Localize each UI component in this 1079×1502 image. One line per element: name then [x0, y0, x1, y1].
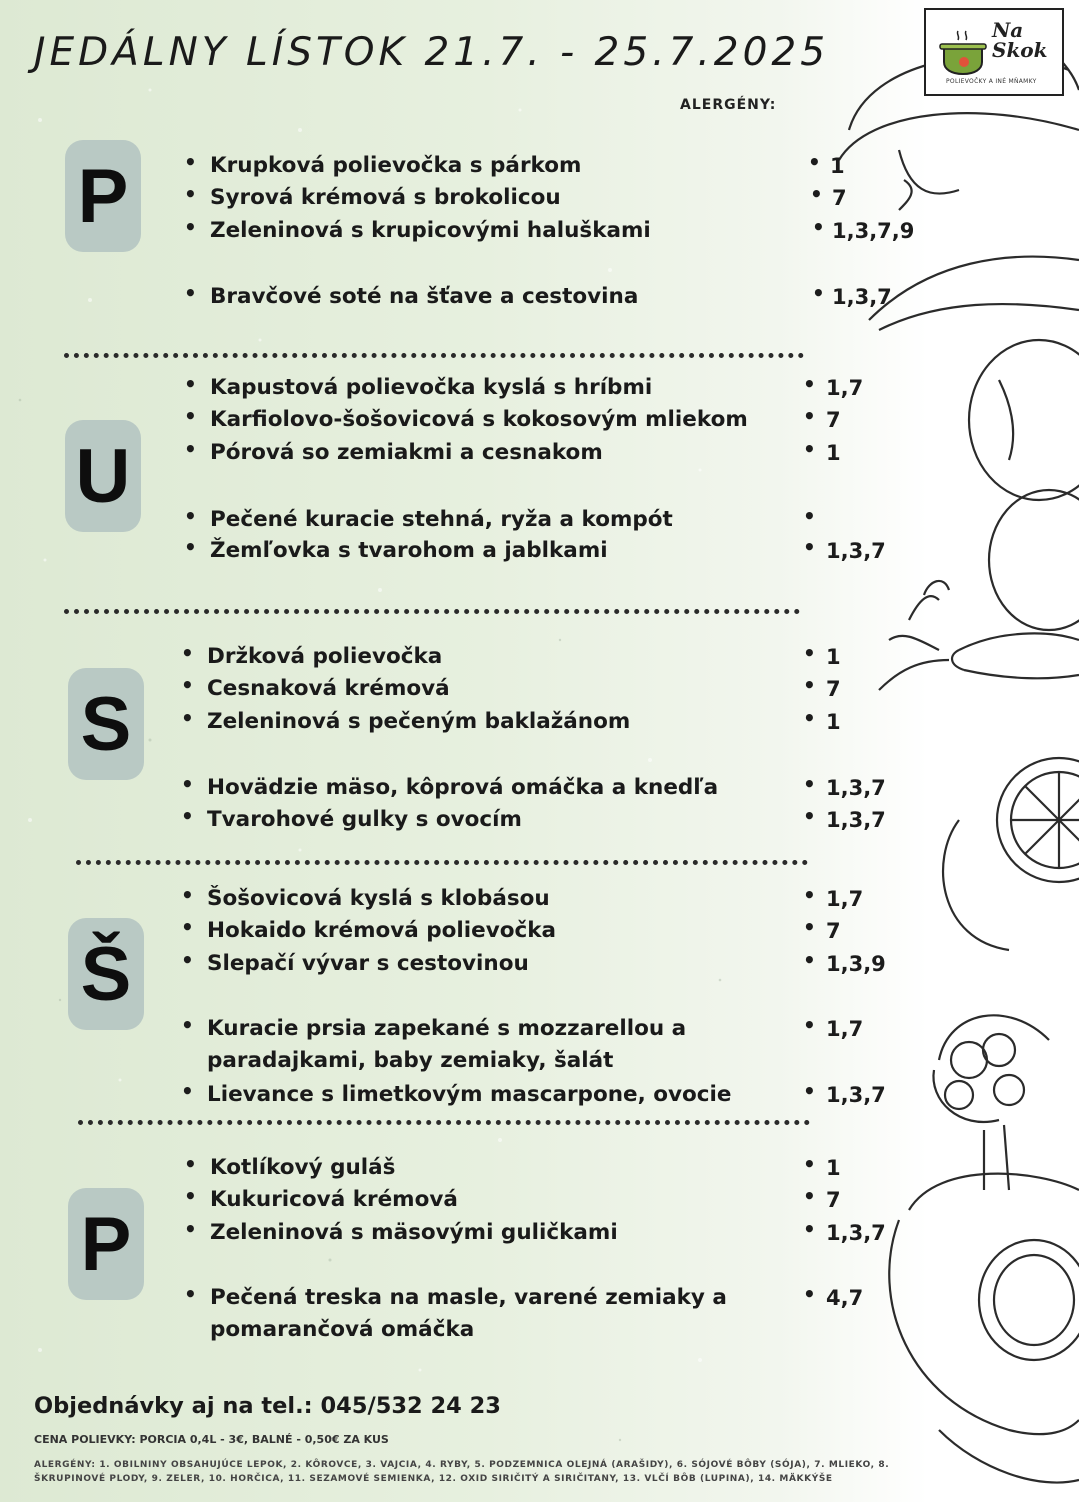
allergen-codes: 4,7	[826, 1286, 864, 1310]
allergen-codes: 1,7	[826, 1017, 864, 1041]
menu-item	[0, 404, 1000, 436]
menu-item	[0, 706, 1000, 738]
main-dish-name: Tvarohové gulky s ovocím	[207, 807, 522, 832]
bullet: •	[184, 372, 197, 396]
menu-item	[0, 215, 1000, 247]
allergen-codes: 1	[826, 645, 841, 669]
allergen-legend: ALERGÉNY: 1. OBILNINY OBSAHUJÚCE LEPOK, 2. KÔROVCE, 3. VAJCIA, 4. RYBY, 5. PODZEMNICA OLEJNÁ (ARAŠIDY), 6. SÓJOVÉ BÔBY (SÓJA), 7. MLIEKO, 8. ŠKRUPINOVÉ PLODY, 9. ZELER, 10. HORČICA, 11. SEZAMOVÉ SEMIENKA, 12. OXID SIRIČITÝ A SIRIČITANY, 13. VLČÍ BÔB (LUPINA), 14. MÄKKÝŠE	[34, 1460, 890, 1484]
bullet: •	[184, 281, 197, 305]
main-dish-name: Bravčové soté na šťave a cestovina	[210, 284, 639, 309]
bullet: •	[803, 1282, 816, 1306]
menu-item	[0, 804, 1000, 836]
allergen-codes: 1,3,9	[826, 952, 886, 976]
bullet: •	[184, 1184, 197, 1208]
allergen-codes: 1	[826, 1156, 841, 1180]
allergen-codes: 7	[826, 1188, 841, 1212]
soup-name: Kukuricová krémová	[210, 1187, 458, 1212]
bullet: •	[803, 504, 816, 528]
bullet: •	[803, 1013, 816, 1037]
logo-tagline: POLIEVOČKY A INÉ MŇAMKY	[946, 78, 1037, 85]
menu-item	[0, 1217, 1000, 1249]
soup-name: Zeleninová s mäsovými guličkami	[210, 1220, 618, 1245]
page-title: JEDÁLNY LÍSTOK 21.7. - 25.7.2025	[34, 30, 830, 75]
main-dish-name: Hovädzie mäso, kôprová omáčka a knedľa	[207, 775, 719, 800]
soup-name: Pórová so zemiakmi a cesnakom	[210, 440, 603, 465]
menu-item	[0, 883, 1000, 915]
bullet: •	[184, 535, 197, 559]
bullet: •	[808, 150, 821, 174]
bullet: •	[184, 1152, 197, 1176]
bullet: •	[803, 883, 816, 907]
bullet: •	[803, 535, 816, 559]
bullet: •	[803, 641, 816, 665]
logo-name-line1: Na	[992, 18, 1024, 42]
allergen-codes: 7	[832, 186, 847, 210]
day-letter: U	[65, 420, 141, 532]
soup-name: Zeleninová s krupicovými haluškami	[210, 218, 651, 243]
menu-item	[0, 281, 1000, 313]
main-dish-name: Žemľovka s tvarohom a jablkami	[210, 538, 608, 563]
soup-name: Syrová krémová s brokolicou	[210, 185, 561, 210]
soup-pot-icon	[938, 30, 990, 76]
allergen-codes: 1,3,7	[826, 1221, 886, 1245]
bullet: •	[803, 804, 816, 828]
allergens-column-header: ALERGÉNY:	[680, 97, 777, 113]
bullet: •	[184, 150, 197, 174]
bullet: •	[803, 706, 816, 730]
menu-item	[0, 372, 1000, 404]
soup-name: Držková polievočka	[207, 644, 443, 669]
bullet: •	[181, 1013, 194, 1037]
main-dish-name: Pečená treska na masle, varené zemiaky a pomarančová omáčka	[210, 1285, 727, 1342]
menu-item	[0, 772, 1000, 804]
logo-name-line2: Skok	[992, 38, 1048, 62]
main-dish-name: Pečené kuracie stehná, ryža a kompót	[210, 507, 673, 532]
day-letter: S	[68, 668, 144, 780]
allergen-codes: 1,7	[826, 376, 864, 400]
bullet: •	[181, 706, 194, 730]
bullet: •	[803, 673, 816, 697]
bullet: •	[803, 1152, 816, 1176]
allergen-codes: 1,7	[826, 887, 864, 911]
bullet: •	[803, 372, 816, 396]
day-letter: Š	[68, 918, 144, 1030]
bullet: •	[181, 883, 194, 907]
bullet: •	[803, 948, 816, 972]
allergen-codes: 7	[826, 408, 841, 432]
soup-price-info: CENA POLIEVKY: PORCIA 0,4L - 3€, BALNÉ - 0,50€ ZA KUS	[34, 1433, 389, 1446]
menu-item	[0, 915, 1000, 947]
menu-item	[0, 1184, 1000, 1216]
section-divider	[64, 353, 804, 358]
section-divider	[78, 1120, 810, 1125]
menu-item	[0, 535, 1000, 567]
bullet: •	[181, 772, 194, 796]
bullet: •	[184, 1217, 197, 1241]
allergen-codes: 1	[826, 710, 841, 734]
bullet: •	[181, 915, 194, 939]
bullet: •	[803, 1079, 816, 1103]
allergen-codes: 1,3,7	[826, 808, 886, 832]
allergen-codes: 1,3,7	[826, 1083, 886, 1107]
bullet: •	[803, 437, 816, 461]
bullet: •	[184, 404, 197, 428]
bullet: •	[181, 1079, 194, 1103]
allergen-codes: 7	[826, 919, 841, 943]
menu-item	[0, 504, 1000, 536]
menu-item	[0, 948, 1000, 980]
menu-item	[0, 1282, 1000, 1346]
section-divider	[76, 860, 808, 865]
bullet: •	[184, 504, 197, 528]
allergen-codes: 1,3,7	[826, 776, 886, 800]
soup-name: Karfiolovo-šošovicová s kokosovým mliekom	[210, 407, 748, 432]
logo-name	[992, 20, 1064, 60]
bullet: •	[803, 772, 816, 796]
menu-item	[0, 182, 1000, 214]
bullet: •	[184, 182, 197, 206]
allergen-codes: 7	[826, 677, 841, 701]
soup-name: Krupková polievočka s párkom	[210, 153, 582, 178]
soup-name: Kapustová polievočka kyslá s hríbmi	[210, 375, 653, 400]
bullet: •	[181, 641, 194, 665]
bullet: •	[803, 1184, 816, 1208]
bullet: •	[812, 281, 825, 305]
soup-name: Zeleninová s pečeným baklažánom	[207, 709, 631, 734]
bullet: •	[812, 215, 825, 239]
menu-item	[0, 641, 1000, 673]
bullet: •	[803, 915, 816, 939]
bullet: •	[803, 404, 816, 428]
allergen-codes: 1	[826, 441, 841, 465]
bullet: •	[184, 1282, 197, 1306]
restaurant-logo	[924, 8, 1064, 96]
order-phone: Objednávky aj na tel.: 045/532 24 23	[34, 1393, 501, 1419]
day-letter: P	[68, 1188, 144, 1300]
bullet: •	[803, 1217, 816, 1241]
menu-item	[0, 437, 1000, 469]
soup-name: Hokaido krémová polievočka	[207, 918, 557, 943]
bullet: •	[181, 673, 194, 697]
allergen-codes: 1,3,7	[832, 285, 892, 309]
menu-item	[0, 1152, 1000, 1184]
menu-item	[0, 1079, 1000, 1111]
bullet: •	[184, 437, 197, 461]
allergen-codes: 1,3,7	[826, 539, 886, 563]
main-dish-name: Kuracie prsia zapekané s mozzarellou a paradajkami, baby zemiaky, šalát	[207, 1016, 687, 1073]
bullet: •	[184, 215, 197, 239]
menu-item	[0, 150, 1000, 182]
soup-name: Cesnaková krémová	[207, 676, 450, 701]
day-letter: P	[65, 140, 141, 252]
bullet: •	[810, 182, 823, 206]
allergen-codes: 1	[830, 154, 845, 178]
soup-name: Kotlíkový guláš	[210, 1155, 396, 1180]
section-divider	[64, 609, 800, 614]
soup-name: Slepačí vývar s cestovinou	[207, 951, 529, 976]
menu-item	[0, 1013, 1000, 1077]
bullet: •	[181, 804, 194, 828]
soup-name: Šošovicová kyslá s klobásou	[207, 886, 550, 911]
allergen-codes: 1,3,7,9	[832, 219, 915, 243]
bullet: •	[181, 948, 194, 972]
menu-item	[0, 673, 1000, 705]
main-dish-name: Lievance s limetkovým mascarpone, ovocie	[207, 1082, 732, 1107]
